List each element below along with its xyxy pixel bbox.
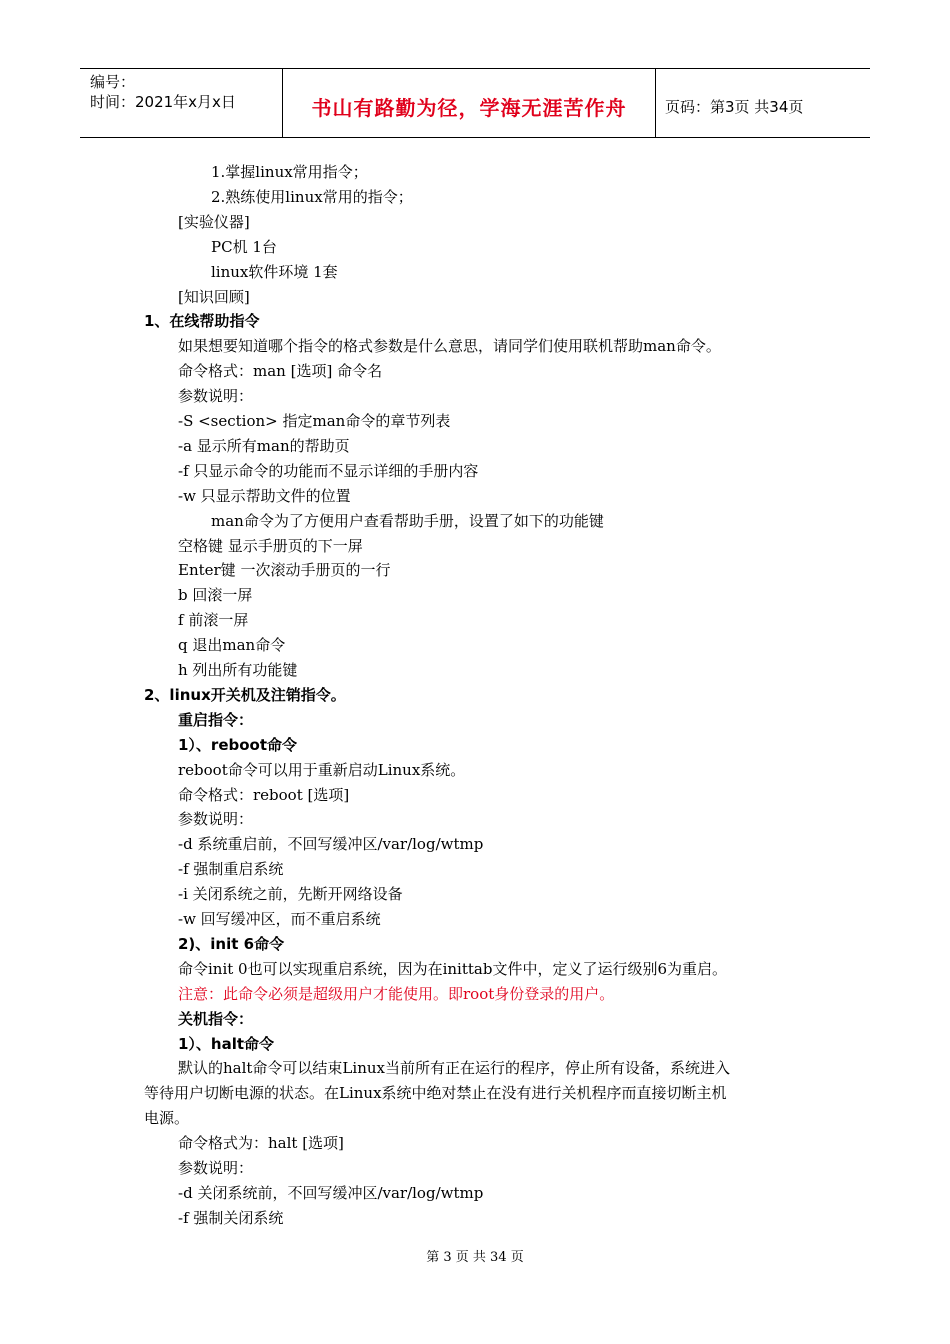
text-line: -f 强制重启系统 [178,860,284,879]
header-center-cell [282,69,656,137]
text-line: b 回滚一屏 [178,586,253,605]
text-line: h 列出所有功能键 [178,661,298,679]
text-line: 1.掌握linux常用指令； [211,163,368,181]
text-line: linux软件环境 1套 [211,262,338,281]
text-line: -a 显示所有man的帮助页 [178,436,350,455]
section-heading: 2)、init 6命令 [178,934,285,953]
text-line: [实验仪器] [178,212,250,231]
text-line: -w 只显示帮助文件的位置 [178,486,351,505]
text-line: 2.熟练使用linux常用的指令； [211,187,413,206]
text-line: -S <section> 指定man命令的章节列表 [178,412,451,430]
text-line: 命令init 0也可以实现重启系统，因为在inittab文件中，定义了运行级别6为重启。 [178,959,727,978]
page-info: 页码：第3页 共34页 [665,97,804,116]
text-line: q 退出man命令 [178,636,286,655]
text-line: f 前滚一屏 [178,611,249,630]
section-heading: 2、linux开关机及注销指令。 [144,685,346,704]
text-line: 参数说明： [178,810,254,829]
page-header [80,68,870,138]
text-line: 默认的halt命令可以结束Linux当前所有正在运行的程序，停止所有设备，系统进入 [178,1059,730,1078]
text-line: 空格键 显示手册页的下一屏 [178,536,363,555]
text-line: 等待用户切断电源的状态。在Linux系统中绝对禁止在没有进行关机程序而直接切断主机 [144,1084,727,1103]
header-left-cell [80,69,282,137]
text-line: -f 只显示命令的功能而不显示详细的手册内容 [178,461,479,480]
header-right-cell [655,69,870,137]
text-line: PC机 1台 [211,237,277,256]
text-line: reboot命令可以用于重新启动Linux系统。 [178,760,466,779]
number-label: 编号： [90,73,136,91]
text-line: -d 关闭系统前，不回写缓冲区/var/log/wtmp [178,1183,484,1202]
text-line: man命令为了方便用户查看帮助手册，设置了如下的功能键 [211,511,604,530]
time-label: 时间：2021年x月x日 [90,93,236,111]
text-line: -f 强制关闭系统 [178,1208,284,1227]
text-line: -i 关闭系统之前，先断开网络设备 [178,885,403,904]
text-line: 命令格式：man [选项] 命令名 [178,362,383,381]
section-heading: 重启指令： [178,710,254,729]
text-line: [知识回顾] [178,287,250,306]
text-line: Enter键 一次滚动手册页的一行 [178,561,391,580]
section-heading: 1）、reboot命令 [178,735,298,754]
text-line: 参数说明： [178,1159,254,1177]
text-line: -w 回写缓冲区，而不重启系统 [178,910,381,928]
section-heading: 1）、halt命令 [178,1034,275,1053]
page-footer: 第 3 页 共 34 页 [426,1250,524,1265]
section-heading: 关机指令： [178,1009,254,1028]
motto: 书山有路勤为径，学海无涯苦作舟 [311,95,627,120]
text-line: 命令格式为：halt [选项] [178,1134,344,1153]
text-line: 如果想要知道哪个指令的格式参数是什么意思，请同学们使用联机帮助man命令。 [178,337,721,356]
text-line: 命令格式：reboot [选项] [178,785,350,804]
text-line: 注意：此命令必须是超级用户才能使用。即root身份登录的用户。 [178,984,615,1003]
text-line: 电源。 [144,1109,190,1128]
text-line: 参数说明： [178,387,254,406]
section-heading: 1、在线帮助指令 [144,312,260,331]
text-line: -d 系统重启前，不回写缓冲区/var/log/wtmp [178,835,484,854]
